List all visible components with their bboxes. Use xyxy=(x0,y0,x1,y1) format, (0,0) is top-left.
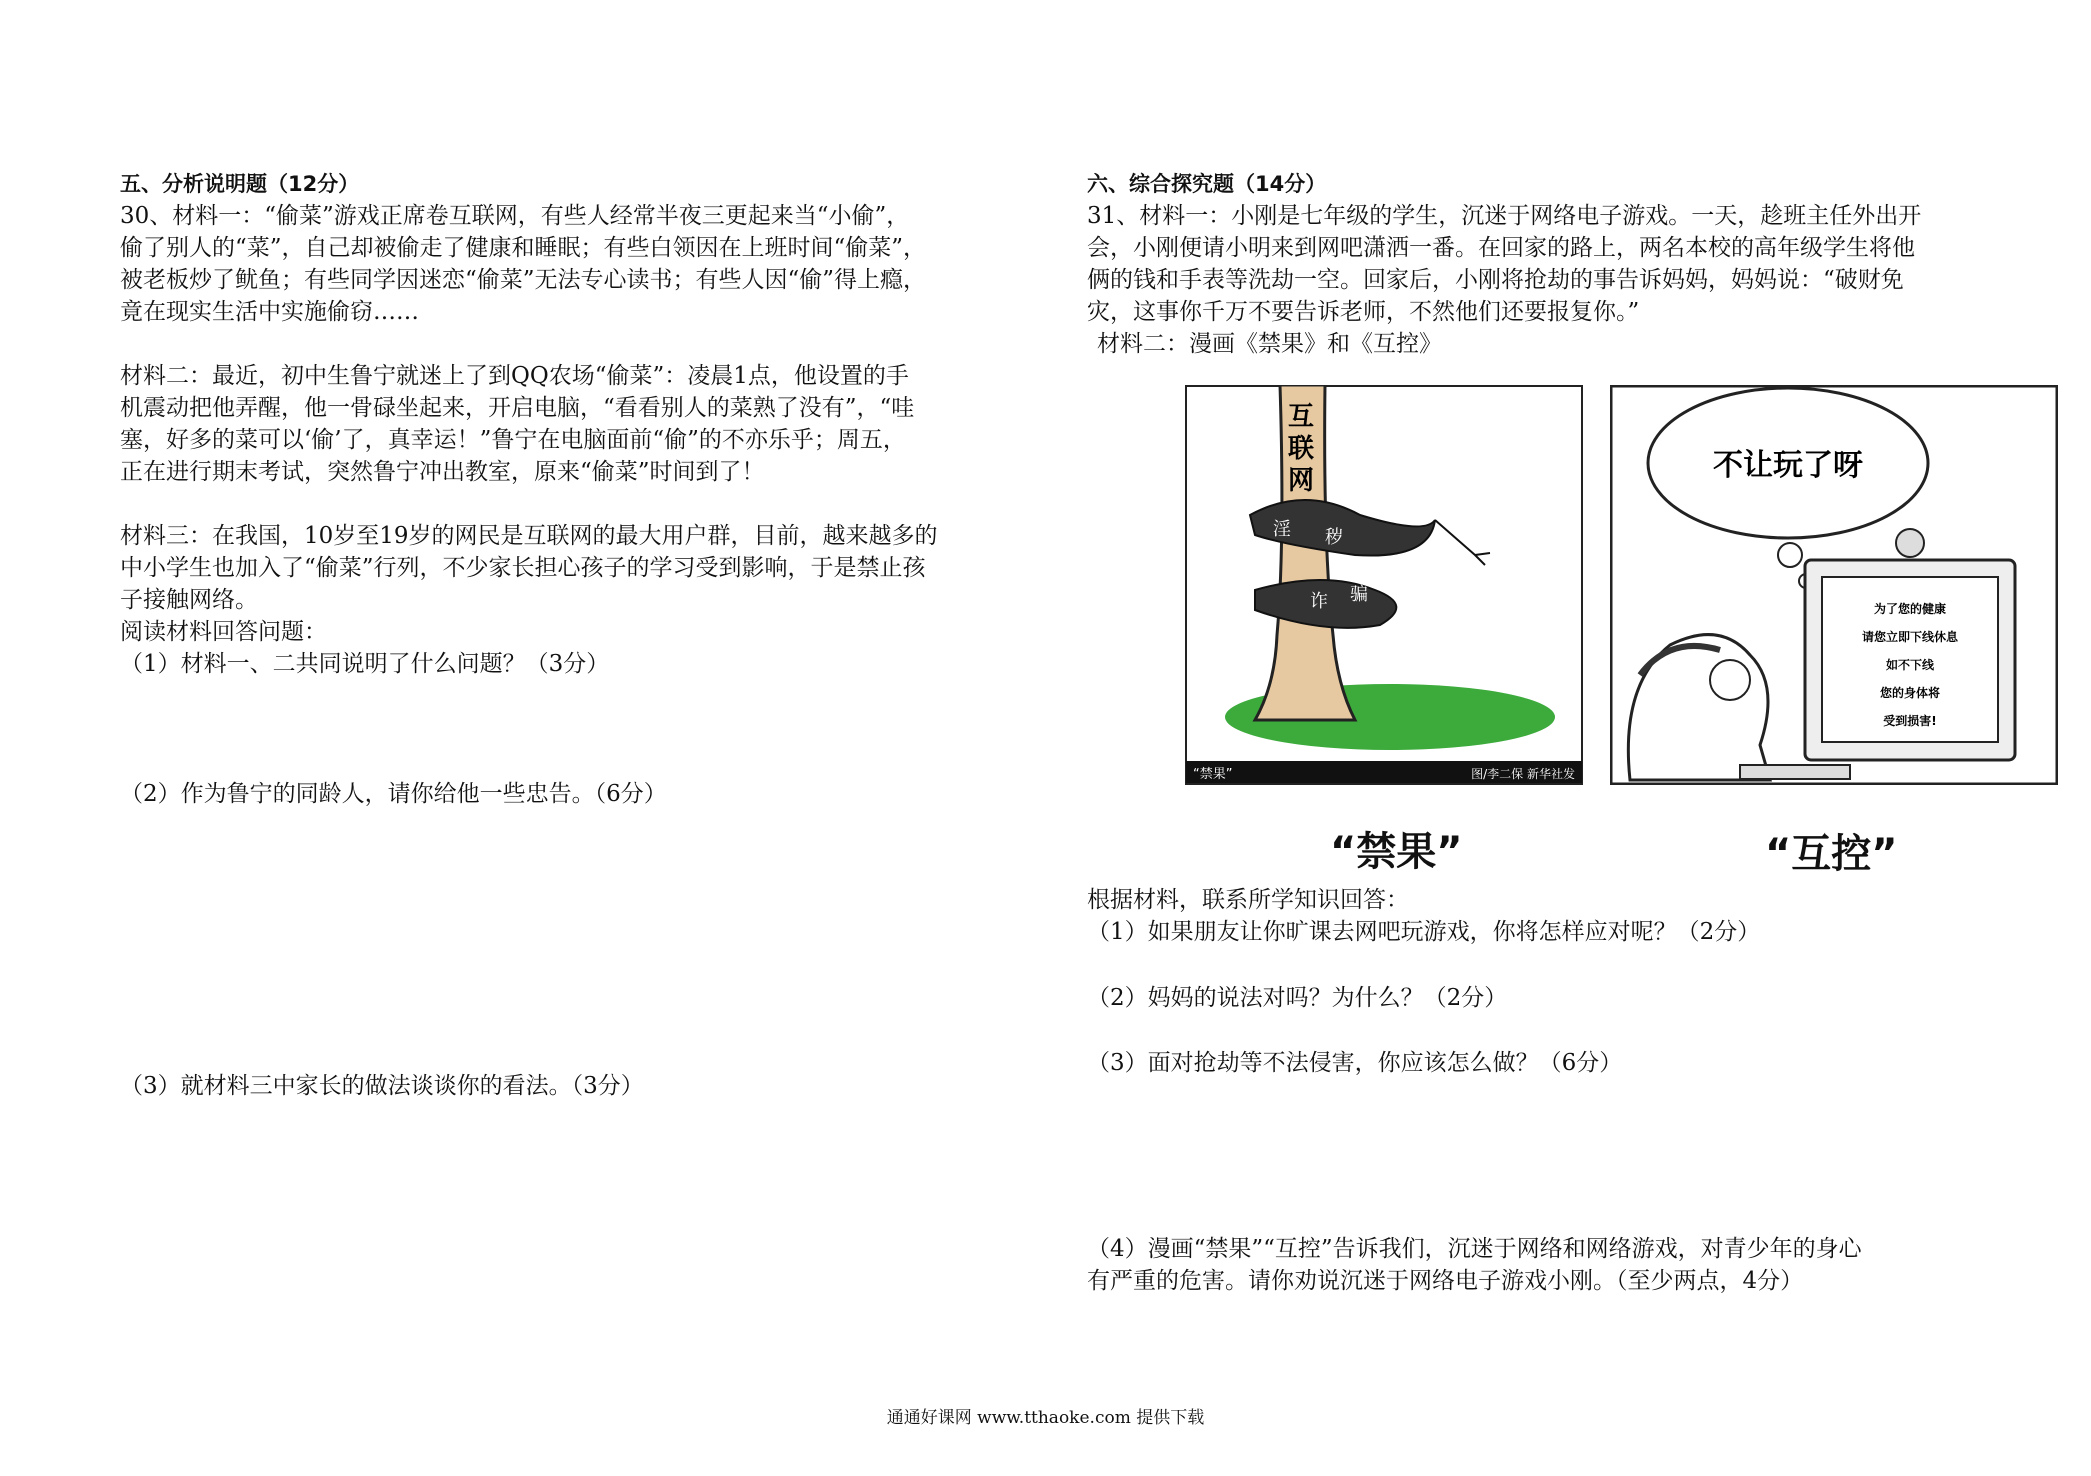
material-two-line: 机震动把他弄醒，他一骨碌坐起来，开启电脑，“看看别人的菜熟了没有”，“哇 xyxy=(120,395,915,421)
section-six xyxy=(1087,168,1987,360)
question-31-4-line: （4）漫画“禁果”“互控”告诉我们，沉迷于网络和网络游戏，对青少年的身心 xyxy=(1087,1236,1862,1262)
q31-line: 会，小刚便请小明来到网吧潇洒一番。在回家的路上，两名本校的高年级学生将他 xyxy=(1087,235,1915,261)
answer-intro: 根据材料，联系所学知识回答： xyxy=(1087,887,1409,913)
section-five xyxy=(120,168,1020,680)
q31-line: 31、材料一：小刚是七年级的学生，沉迷于网络电子游戏。一天，趁班主任外出开 xyxy=(1087,203,1922,229)
cartoon-forbidden-fruit xyxy=(1185,385,1583,785)
screen-text: 您的身体将 xyxy=(1879,686,1941,700)
q31-line: 俩的钱和手表等洗劫一空。回家后，小刚将抢劫的事告诉妈妈，妈妈说：“破财免 xyxy=(1087,267,1904,293)
material-three-line: 子接触网络。 xyxy=(120,587,258,613)
question-31-1: （1）如果朋友让你旷课去网吧玩游戏，你将怎样应对呢？（2分） xyxy=(1087,919,1761,945)
webcam-icon xyxy=(1896,529,1924,557)
question-30-1: （1）材料一、二共同说明了什么问题？（3分） xyxy=(120,651,610,677)
question-30-2: （2）作为鲁宁的同龄人，请你给他一些忠告。（6分） xyxy=(120,781,667,807)
footer-source: 通通好课网 www.tthaoke.com 提供下载 xyxy=(886,1408,1205,1428)
bubble-text: 不让玩了呀 xyxy=(1713,448,1863,483)
cartoon-corner-label: “禁果” xyxy=(1193,767,1233,782)
screen-text: 受到损害! xyxy=(1883,714,1937,728)
snake-text: 秽 xyxy=(1325,527,1343,548)
q30-line: 竟在现实生活中实施偷窃…… xyxy=(120,299,419,325)
cartoon-mutual-control xyxy=(1610,385,2058,785)
q31-line: 灾，这事你千万不要告诉老师，不然他们还要报复你。” xyxy=(1087,299,1640,325)
cartoon-credit: 图/李二保 新华社发 xyxy=(1471,767,1575,781)
tree-text: 互 xyxy=(1287,402,1315,432)
material-two-line: 正在进行期末考试，突然鲁宁冲出教室，原来“偷菜”时间到了！ xyxy=(120,459,765,485)
q30-line: 30、材料一：“偷菜”游戏正席卷互联网，有些人经常半夜三更起来当“小偷”， xyxy=(120,203,910,229)
material-two-line: 塞，好多的菜可以‘偷’了，真幸运！”鲁宁在电脑面前“偷”的不亦乐乎；周五， xyxy=(120,427,906,453)
read-instruction: 阅读材料回答问题： xyxy=(120,619,327,645)
q30-line: 偷了别人的“菜”，自己却被偷走了健康和睡眠；有些白领因在上班时间“偷菜”， xyxy=(120,235,927,261)
question-31-3: （3）面对抢劫等不法侵害，你应该怎么做？（6分） xyxy=(1087,1050,1623,1076)
screen-text: 为了您的健康 xyxy=(1873,602,1947,616)
snake-text: 骗 xyxy=(1350,584,1368,605)
caption-forbidden-fruit: “禁果” xyxy=(1330,829,1463,875)
material-two-line: 材料二：最近，初中生鲁宁就迷上了到QQ农场“偷菜”：凌晨1点，他设置的手 xyxy=(120,363,909,389)
screen-text: 请您立即下线休息 xyxy=(1861,630,1959,644)
question-31-4-line: 有严重的危害。请你劝说沉迷于网络电子游戏小刚。（至少两点，4分） xyxy=(1087,1268,1804,1294)
q30-line: 被老板炒了鱿鱼；有些同学因迷恋“偷菜”无法专心读书；有些人因“偷”得上瘾， xyxy=(120,267,927,293)
tree-text: 联 xyxy=(1287,434,1315,464)
question-30-3: （3）就材料三中家长的做法谈谈你的看法。（3分） xyxy=(120,1073,644,1099)
question-31-2: （2）妈妈的说法对吗？为什么？（2分） xyxy=(1087,985,1508,1011)
section-six-heading: 六、综合探究题（14分） xyxy=(1087,172,1327,196)
snake-text: 淫 xyxy=(1273,519,1291,540)
screen-text: 如不下线 xyxy=(1885,658,1935,672)
section-five-heading: 五、分析说明题（12分） xyxy=(120,172,360,196)
caption-mutual-control: “互控” xyxy=(1765,831,1898,877)
material-three-line: 材料三：在我国，10岁至19岁的网民是互联网的最大用户群，目前，越来越多的 xyxy=(120,523,938,549)
snake-text: 诈 xyxy=(1310,591,1328,612)
tree-text: 网 xyxy=(1287,466,1315,496)
material-three-line: 中小学生也加入了“偷菜”行列，不少家长担心孩子的学习受到影响，于是禁止孩 xyxy=(120,555,926,581)
material-two-label: 材料二：漫画《禁果》和《互控》 xyxy=(1097,331,1442,357)
